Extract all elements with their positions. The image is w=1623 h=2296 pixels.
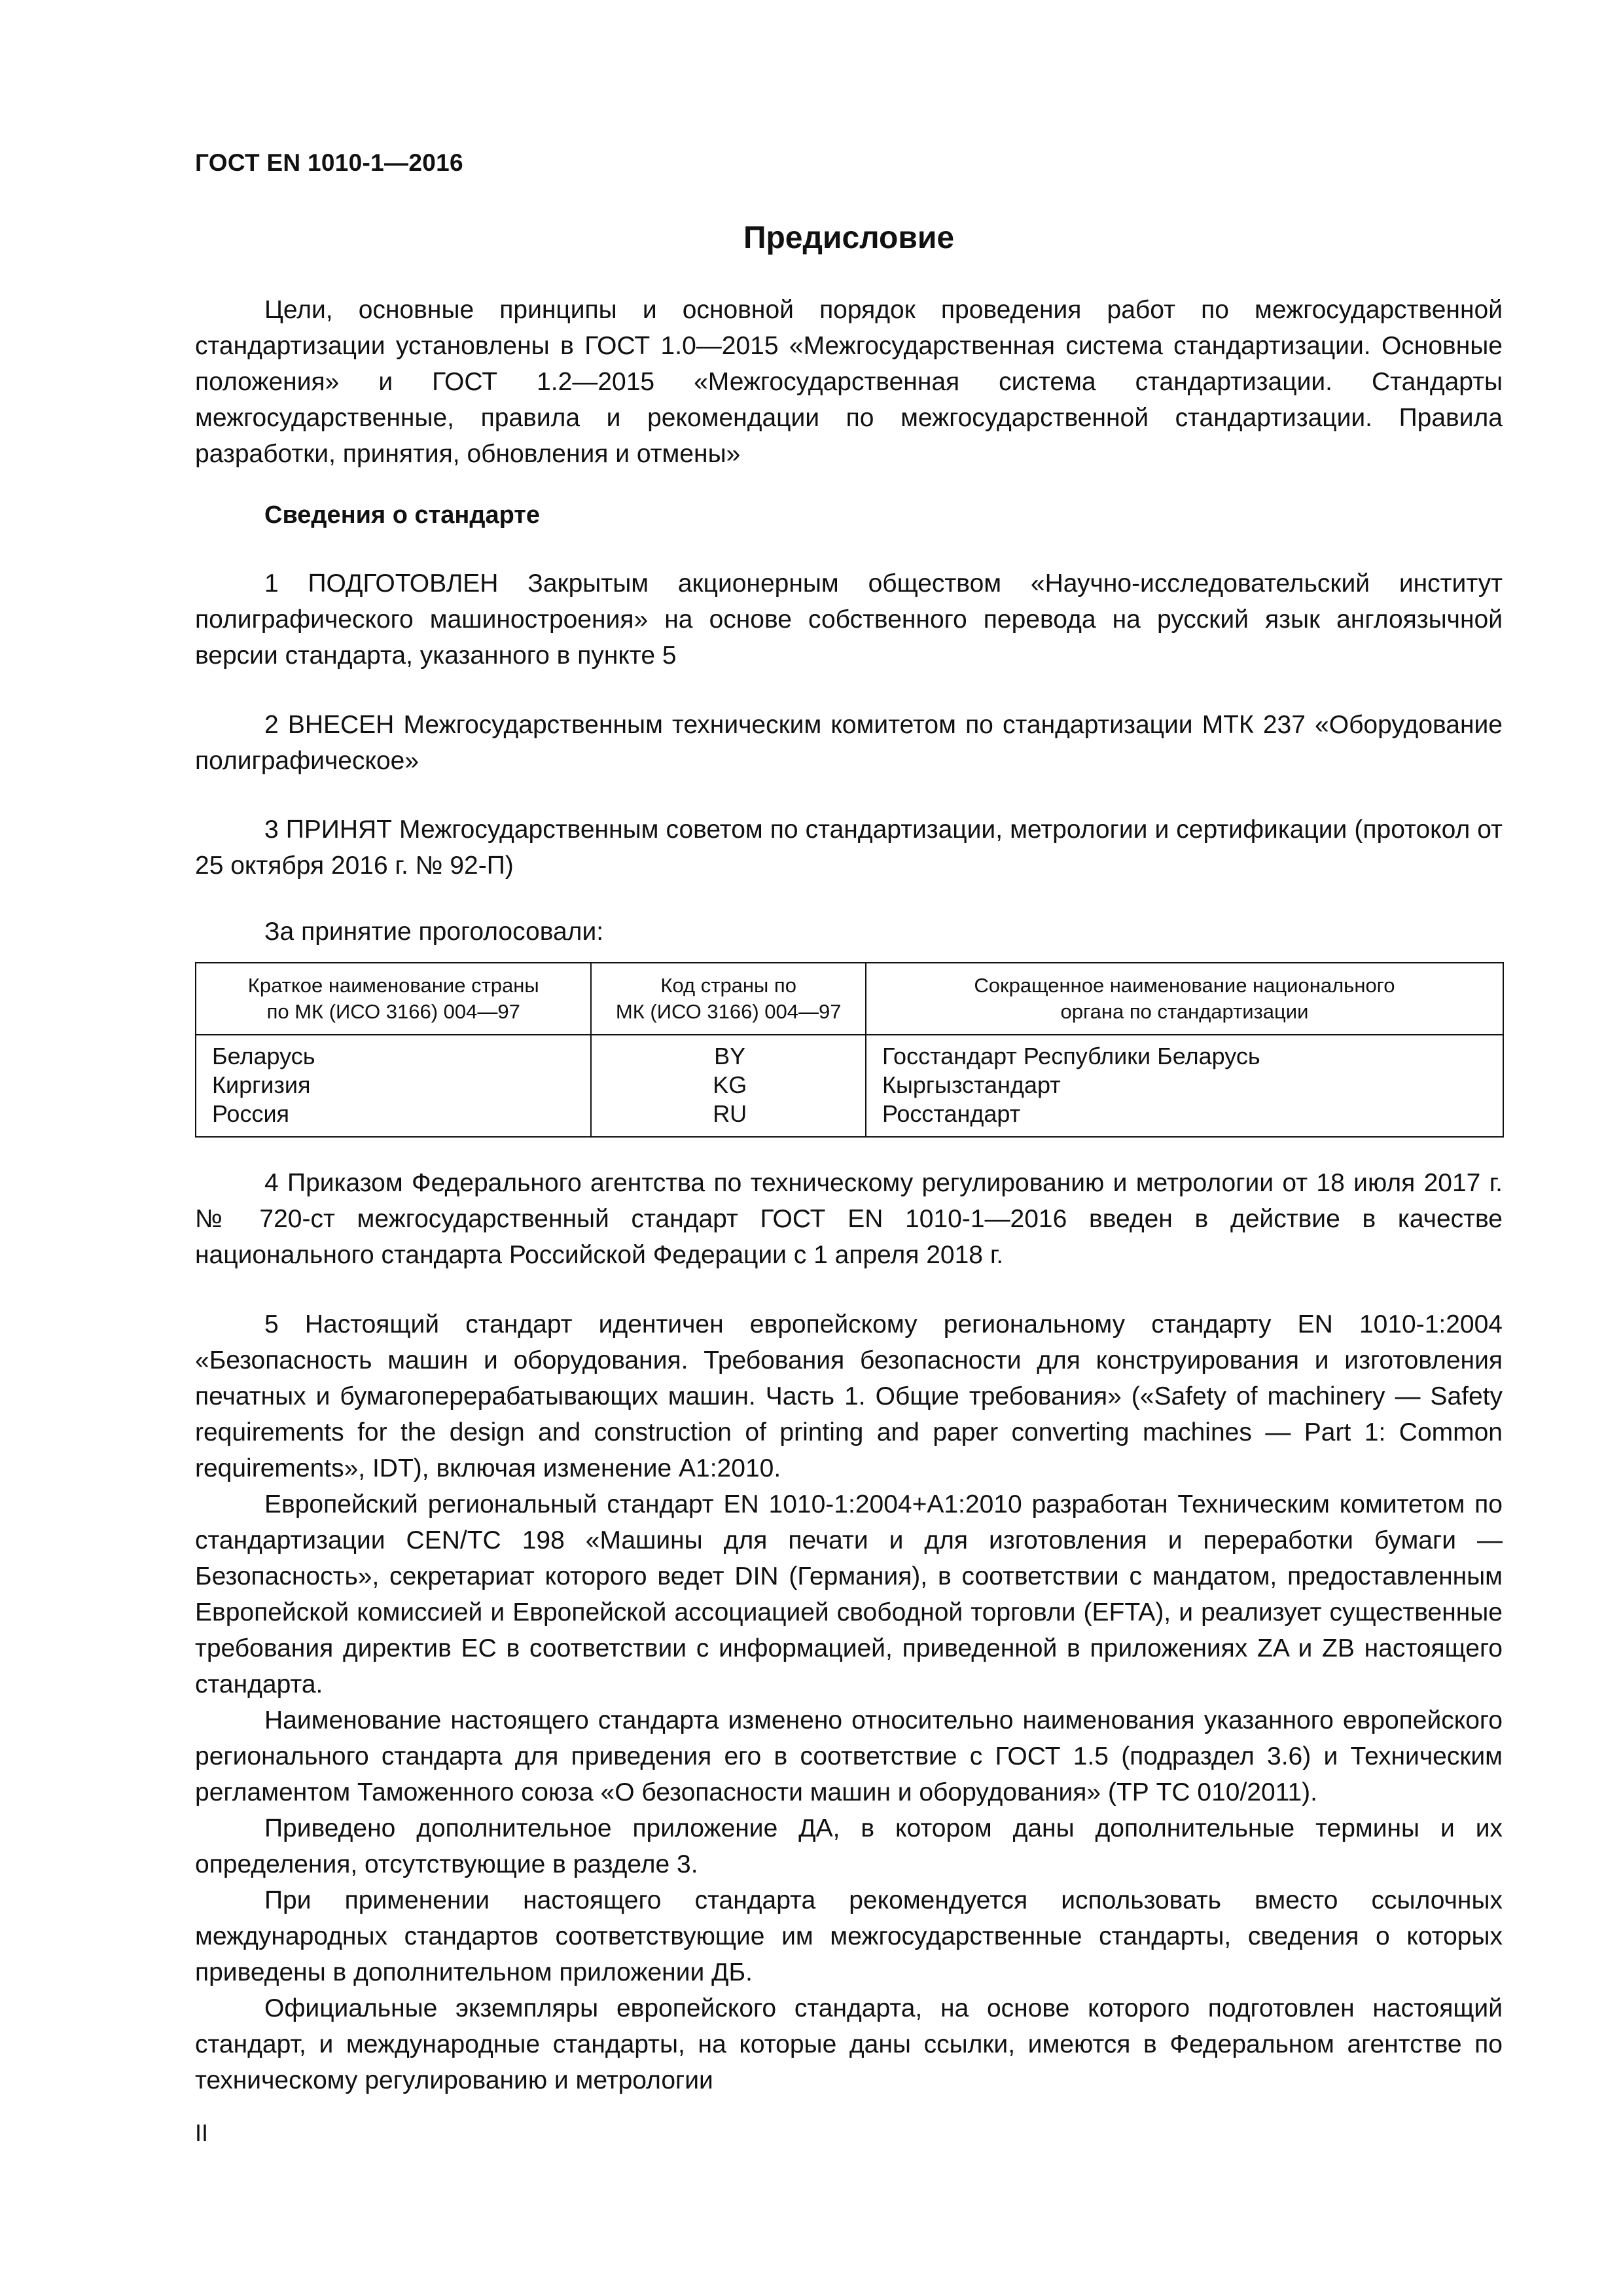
standards-body: Госстандарт Республики Беларусь <box>882 1043 1260 1069</box>
item-2 <box>195 707 1503 779</box>
eu-standard-paragraph: Европейский региональный стандарт EN 1010-1:2004+A1:2010 разработан Техническим комитетом по стандартизации CEN/TC 198 «Машины для печати и для изготовления и переработки бумаги — Безопасность», секретариат которого ведет DIN (Германия), в соответствии с мандатом, предоставленным Европейской комиссией и Европейской ассоциацией свободной торговли (EFTA), и реализует существенные требования директив ЕС в соответствии с информацией, приведенной в приложениях ZA и ZB настоящего стандарта. <box>195 1490 1503 1698</box>
header-country-name: Краткое наименование страны по МК (ИСО 3166) 004—97 <box>196 963 591 1035</box>
page-number: II <box>195 2119 209 2146</box>
annex-paragraph: Приведено дополнительное приложение ДА, в котором даны дополнительные термины и их определения, отсутствующие в разделе 3. <box>195 1814 1503 1878</box>
item-5-text: 5 Настоящий стандарт идентичен европейскому региональному стандарту EN 1010-1:2004 «Безопасность машин и оборудования. Требования безопасности для конструирования и изготовления печатных и бумагоперерабатывающих машин. Часть 1. Общие требования» («Safety of machinery — Safety requirements for the design and construction of printing and paper converting machines — Part 1: Common requirements», IDT), включая изменение А1:2010. <box>195 1310 1503 1482</box>
references-paragraph: При применении настоящего стандарта рекомендуется использовать вместо ссылочных международных стандартов соответствующие им межгосударственные стандарты, сведения о которых приведены в дополнительном приложении ДБ. <box>195 1886 1503 1986</box>
country-name: Беларусь <box>212 1043 315 1069</box>
name-change-paragraph: Наименование настоящего стандарта изменено относительно наименования указанного европейского регионального стандарта для приведения его в соответствие с ГОСТ 1.5 (подраздел 3.6) и Техническим регламентом Таможенного союза «О безопасности машин и оборудования» (ТР ТС 010/2011). <box>195 1706 1503 1806</box>
item-4 <box>195 1165 1503 1273</box>
intro-text: Цели, основные принципы и основной порядок проведения работ по межгосударственной стандартизации установлены в ГОСТ 1.0—2015 «Межгосударственная система стандартизации. Основные положения» и ГОСТ 1.2—2015 «Межгосударственная система стандартизации. Стандарты межгосударственные, правила и рекомендации по межгосударственной стандартизации. Правила разработки, принятия, обновления и отмены» <box>195 296 1503 468</box>
page-title: Предисловие <box>743 221 955 255</box>
document-code-header: ГОСТ EN 1010-1—2016 <box>195 149 463 176</box>
country-name: Киргизия <box>212 1071 311 1098</box>
standards-body: Кыргызстандарт <box>882 1071 1061 1098</box>
standards-body: Росстандарт <box>882 1100 1021 1127</box>
item-5-block <box>195 1306 1503 2098</box>
country-code: BY <box>714 1043 746 1069</box>
item-2-text: 2 ВНЕСЕН Межгосударственным техническим комитетом по стандартизации МТК 237 «Оборудование полиграфическое» <box>195 711 1503 775</box>
official-copies-paragraph: Официальные экземпляры европейского стандарта, на основе которого подготовлен настоящий стандарт, и международные стандарты, на которые даны ссылки, имеются в Федеральном агентстве по техническому регулированию и метрологии <box>195 1994 1503 2094</box>
item-3-text: 3 ПРИНЯТ Межгосударственным советом по стандартизации, метрологии и сертификации (протокол от 25 октября 2016 г. № 92-П) <box>195 816 1503 880</box>
header-country-code: Код страны по МК (ИСО 3166) 004—97 <box>591 963 866 1035</box>
country-names-cell <box>196 1035 591 1137</box>
header-standards-body: Сокращенное наименование национального органа по стандартизации <box>866 963 1503 1035</box>
table-row <box>196 1035 1503 1137</box>
country-codes-cell <box>591 1035 866 1137</box>
country-code: KG <box>713 1071 747 1098</box>
item-3 <box>195 812 1503 884</box>
item-1 <box>195 565 1503 673</box>
section-heading: Сведения о стандарте <box>264 501 541 529</box>
voting-table <box>195 962 1504 1138</box>
item-1-text: 1 ПОДГОТОВЛЕН Закрытым акционерным обществом «Научно-исследовательский институт полиграфического машиностроения» на основе собственного перевода на русский язык англоязычной версии стандарта, указанного в пункте 5 <box>195 569 1503 670</box>
voted-label: За принятие проголосовали: <box>264 918 604 946</box>
item-4-text: 4 Приказом Федерального агентства по техническому регулированию и метрологии от 18 июля 2017 г. № 720-ст межгосударственный стандарт ГОСТ EN 1010-1—2016 введен в действие в качестве национального стандарта Российской Федерации с 1 апреля 2018 г. <box>195 1169 1503 1269</box>
country-code: RU <box>713 1100 747 1127</box>
country-name: Россия <box>212 1100 290 1127</box>
table-header-row <box>196 963 1503 1035</box>
standards-bodies-cell <box>866 1035 1503 1137</box>
intro-paragraph <box>195 292 1503 472</box>
